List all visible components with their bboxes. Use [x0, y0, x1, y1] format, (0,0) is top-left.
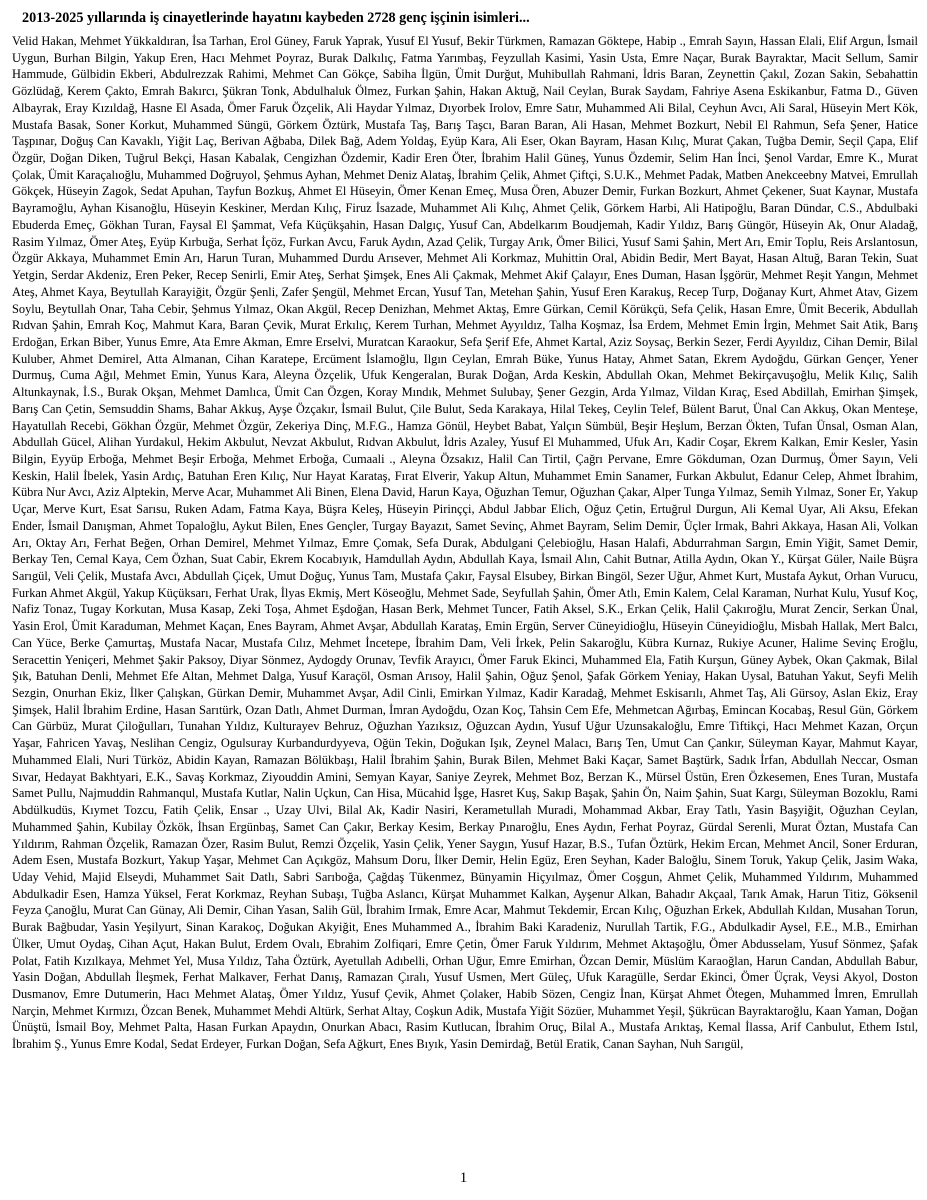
names-paragraph: Velid Hakan, Mehmet Yükkaldıran, İsa Tarhan, Erol Güney, Faruk Yaprak, Yusuf El Yusuf, Bekir Türkmen, Ramazan Göktepe, Habip ., Emrah Sayın, Hassan Elali, Elif Argun, İsmail Uygun, Burhan Bilgin, Yakup Eren, Hacı Mehmet Poyraz, Burak Dalkılıç, Fatma Yarımbaş, Feyzullah Kasimi, Yasin Usta, Emre Naçar, Burak Bayraktar, Macit Sellum, Samir Hammude, Gülbidin Ekberi, Abdulrezzak Rahimi, Mehmet Can Gökçe, Sabiha İlgün, Ümit Durğut, Muhibullah Rahmani, İdris Baran, Zeynettin Çakıl, Zozan Sakin, Sebahattin Gözlüdağ, Kerem Çakto, Emrah Bakırcı, Şükran Tonk, Abdulhaluk Ölmez, Furkan Şahin, Hakan Aktuğ, Nail Ceylan, Burak Saydam, Fahriye Asena Eskikanbur, Fatma D., Güven Albayrak, Eray Kızıldağ, Hasne El Asada, Ömer Faruk Özçelik, Ali Haydar Yılmaz, Dıyorbek Irolov, Emre Satır, Muhammed Ali Bilal, Ceyhun Avcı, Ali Saral, Hüseyin Mert Kök, Mustafa Basak, Soner Korkut, Muhammed Süngü, Görkem Öztürk, Mustafa Taş, Barış Taşcı, Baran Baran, Ali Hasan, Mehmet Bozkurt, Nebil El Rahmun, Sefa Şener, Hatice Taşpınar, Doğuş Can Kavaklı, Yiğit Laç, Berivan Ağbaba, Dilek Bağ, Adem Yoldaş, Eyüp Kara, Ali Eser, Okan Bayram, Hasan Kılıç, Murat Çakan, Tuğba Demir, Seçil Çapa, Elif Özgür, Doğan Diken, Tuğrul Bekçi, Hasan Kabalak, Cengizhan Özdemir, Kadir Eren Öter, İbrahim Halil Güneş, Yunus Özdemir, Selim Han İnci, Şenol Vardar, Emre K., Murat Çolak, Ümit Karaçalıoğlu, Muhammed Doğruyol, Şehmus Ayhan, Mehmet Deniz Alataş, İbrahim Çelik, Ahmet Çiftçi, S.U.K., Mehmet Padak, Matben Anekceebny Matvei, Emrullah Gökçek, Hüseyin Zagok, Sedat Apuhan, Tayfun Bozkuş, Ahmet El Hüseyin, Ömer Kenan Emeç, Musa Ören, Abuzer Demir, Furkan Bozkurt, Ahmet Çekener, Suat Kaynar, Mustafa Bayramoğlu, Ayhan Kisanoğlu, Hüseyin Keskiner, Merdan Kılıç, Firuz İsazade, Muhammet Ali Kılıç, Ahmet Çelik, Görkem Harbi, Ali Hatipoğlu, Baran Dündar, C.S., Abdulbaki Ebuderda Emeç, Gökhan Turan, Faysal El Şammat, Vefa Küçükşahin, Hasan Dalgıç, Yusuf Can, Abdelkarım Boudjemah, Kadir Yıldız, Barış Güngör, Hüseyin Ak, Onur Aladağ, Rasim Yılmaz, Ömer Ateş, Eyüp Kırbuğa, Serhat İçöz, Furkan Avcu, Faruk Aydın, Azad Çelik, Turgay Arık, Ömer Bilici, Yusuf Sami Şahin, Mert Arı, Emir Toplu, Reis Arslantosun, Özgür Akkaya, Muhammet Emin Arı, Harun Turan, Muhammed Durdu Arısever, Mehmet Ali Korkmaz, Muhittin Oral, Abidin Bedir, Mert Bayat, Hasan Altuğ, Baran Tekin, Suat Yetgin, Serdar Akdeniz, Eren Peker, Recep Senirli, Emir Ateş, Serhat Şimşek, Enes Ali Çakmak, Mehmet Akif Çalayır, Enes Duman, Hasan İşgörür, Mehmet Reşit Yangın, Mehmet Ateş, Ahmet Kaya, Beytullah Karayiğit, Özgür Şenli, Zafer Şengül, Mehmet Ercan, Yusuf Tan, Metehan Şahin, Yusuf Eren Karakuş, Recep Turp, Doğanay Kurt, Ahmet Atav, Gizem Soylu, Beytullah Onar, Taha Cebir, Şehmus Yılmaz, Okan Akgül, Recep Denizhan, Mehmet Aktaş, Emre Gürkan, Cemil Körükçü, Sefa Çelik, Hasan Emre, Ümit Becerik, Abdullah Rıdvan Şahin, Emrah Koç, Mahmut Kara, Baran Çevik, Murat Erkılıç, Kerem Turhan, Mehmet Ayyıldız, Talha Koşmaz, İsa Erdem, Mehmet Emin İrgin, Mehmet Sait Atik, Barış Erdoğan, Erkan Biber, Yunus Emre, Ata Emre Akman, Emre Erselvi, Muratcan Karaokur, Sefa Şerif Efe, Ahmet Kartal, Aziz Soysaç, Berkin Sezer, Ferdi Ayyıldız, Cihan Demir, Bilal Kuluber, Ahmet Demirel, Atta Almanan, Cihan Karatepe, Ercüment İslamoğlu, Ilgın Ceylan, Emrah Büke, Yunus Hatay, Ahmet Satan, Ekrem Aydoğdu, Gürkan Gençer, Yener Durmuş, Cuma Ağıl, Mehmet Emin, Yunus Kara, Aleyna Özçelik, Ufuk Kengeralan, Burak Doğan, Arda Keskin, Abdullah Okan, Mehmet Bekirçavuşoğlu, Melik Kılıç, Salih Altunkaynak, İ.S., Burak Okşan, Mehmet Damlıca, Ümit Can Özgen, Koray Mındık, Mehmet Sulubay, Şener Gezgin, Arda Yılmaz, Vildan Kıraç, Esed Abdillah, Emirhan Şimşek, Barış Can Çetin, Semsuddin Shams, Bahar Akkuş, Ayşe Özçakır, İsmail Bulut, Çile Bulut, Seda Karakaya, Hilal Tekeş, Ceylin Telef, Bülent Barut, Ünal Can Akkuş, Okan Menteşe, Hayatullah Recebi, Gökhan Özgür, Mehmet Özgür, Zekeriya Dinç, M.F.G., Hamza Gönül, Heybet Babat, Yalçın Sümbül, Beşir Heşlum, Berzan Ökten, Tufan Ünsal, Osman Alan, Abdullah Gücel, Alihan Yurdakul, Hekim Akbulut, Nevzat Akbulut, Rıdvan Akbulut, İdris Azaley, Yusuf El Muhammed, Ufuk Arı, Kadir Coşar, Ekrem Kalkan, Emir Kesler, Yasin Bilgin, Eyyüp Erboğa, Mehmet Beşir Erboğa, Mehmet Erboğa, Cumaali ., Aleyna Özsakız, Halil Can Tirtil, Çağrı Pervane, Emre Gökduman, Ozan Durmuş, Ömer Sayın, Veli Keskin, Halil İbelek, Yasin Ardıç, Batuhan Eren Kılıç, Nur Hayat Karataş, Fırat Elverir, Yakup Altun, Muhammet Emin Sanamer, Furkan Akbulut, Edanur Celep, Ahmet İbrahim, Kübra Nur Avcı, Aziz Alptekin, Merve Acar, Muhammet Ali Binen, Elena David, Harun Kaya, Oğuzhan Temur, Oğuzhan Çakar, Alper Tunga Yılmaz, Semih Yılmaz, Soner Er, Yakup Uçar, Merve Kurt, Esat Sarısu, Ruken Adam, Fatma Kaya, Büşra Keleş, Hüseyin Pirinççi, Abdul Jabbar Elich, Oğuz Çetin, Ertuğrul Durgun, Ali Kemal Uyar, Ali Aksu, Efekan Ender, İsmail Danışman, Ahmet Topaloğlu, Aykut Bilen, Enes Gençler, Turgay Bayazıt, Samet Sevinç, Ahmet Bayram, Selim Demir, Üçler Irmak, Bahri Akkaya, Hasan Ali, Volkan Arı, Oktay Arı, Ferhat Beğen, Orhan Demirel, Mehmet Yılmaz, Emre Çomak, Sefa Durak, Abdulgani Çelebioğlu, Hasan Halafi, Abdurrahman Sargın, Emin Yiğit, Samet Demir, Berkay Ten, Cemal Kaya, Cem Özhan, Suat Cabir, Ekrem Kocabıyık, Hamdullah Aydın, Abdullah Kaya, İsmail Alın, Cahit Butnar, Atilla Aydın, Okan Y., Kürşat Güler, Naile Büşra Sarıgül, Veli Çelik, Mustafa Avcı, Abdullah Çiçek, Umut Doğuç, Yunus Tam, Mustafa Çakır, Faysal Elsubey, Birkan Bingöl, Sezer Uğur, Ahmet Kurt, Mustafa Aykut, Orhan Vurucu, Furkan Ahmet Akgül, Yakup Küçüksarı, Ferhat Urak, İlyas Ekmiş, Mert Köseoğlu, Mehmet Sade, Seyfullah Şahin, Ömer Atlı, Emin Kalem, Celal Karaman, Nurhat Kulu, Yusuf Koç, Nafiz Tonaz, Tugay Korkutan, Musa Kasap, Zeki Toşa, Ahmet Eşdoğan, Hasan Berk, Mehmet Tuncer, Fatih Aksel, S.K., Erkan Çelik, Halil Çakıroğlu, Murat Zencir, Serkan Ünal, Yasin Erol, Ümit Karaduman, Mehmet Kaçan, Enes Bayram, Ahmet Avşar, Abdullah Karataş, Emin Ergün, Server Cüneyidioğlu, Hüseyin Cüneyidioğlu, Misbah Hallak, Mert Balcı, Can Yüce, Berke Çamurtaş, Mustafa Nacar, Mustafa Cılız, Mehmet İncetepe, İbrahim Dam, Veli İrkek, Pelin Sakaroğlu, Kübra Kurnaz, Rukiye Acuner, Halime Sevinç Eroğlu, Seracettin Yeniçeri, Mehmet Şakir Paksoy, Diyar Sönmez, Aydogdy Orunav, Tevfik Arayıcı, Ömer Faruk Ekinci, Muhammed Ela, Fatih Kurşun, Güney Aybek, Okan Çakmak, Bilal Şık, Batuhan Denli, Mehmet Efe Altan, Mehmet Dalga, Yusuf Karaçöl, Osman Arısoy, Halil Şahin, Oğuz Şenol, Şafak Görkem Yeniay, Hakan Uysal, Batuhan Yakut, Seyfi Melih Sezgin, Onurhan Ekiz, İlker Çalışkan, Gürkan Demir, Muhammet Avşar, Adil Cinli, Emirkan Yılmaz, Kadir Karadağ, Mehmet Eskisarılı, Ahmet Taş, Ali Gürsoy, Aslan Ekiz, Eray Şimşek, Halil İbrahim Erdine, Hasan Sarıtürk, Ozan Datlı, Ahmet Durman, İmran Aydoğdu, Ozan Koç, Tahsin Cem Efe, Mehmetcan Ağırbaş, Emincan Kocabaş, Resul Gün, Görkem Can Gürbüz, Murat Çiloğulları, Tunahan Yıldız, Kulturayev Behruz, Oğuzhan Yazıksız, Oğuzcan Aydın, Yusuf Uğur Uzunsakaloğlu, Emre Tiftikçi, Hacı Mehmet Kazan, Orçun Yaşar, Fahricen Yavaş, Neslihan Cengiz, Ogulsuray Kurbandurdyyeva, Oğün Tekin, Doğukan Işık, Zeynel Malacı, Barış Ten, Umut Can Çankır, Süleyman Kayar, Mahmut Kayar, Muhammed Elali, Nuri Türköz, Abidin Kayan, Ramazan Bölükbaşı, Halil İbrahim Şahin, Burak Bilen, Mehmet Baki Kaçar, Samet Baştürk, Sadık İrfan, Abdullah Neccar, Osman Sıvar, Hedayat Bakhtyari, E.K., Savaş Korkmaz, Ziyouddin Amini, Semyan Kayar, Saniye Zeyrek, Mehmet Boz, Berzan K., Mürsel Üstün, Eren Özkesemen, Enes Turan, Mustafa Samet Pullu, Najmuddin Rahmanqul, Mustafa Kutlar, Nalin Uçkun, Can Hisa, Mücahid İşge, Hasret Kuş, Sakıp Başak, Şahin Ön, Naim Şahin, Suat Kargı, Süleyman Bozoklu, Rami Abdülkudüs, Kıymet Tozcu, Fatih Çelik, Ensar ., Uzay Ulvi, Bilal Ak, Kadir Nasiri, Kerametullah Muradi, Mohammad Akbar, Eray Tatlı, Yasin Başyiğit, Oğuzhan Ceylan, Muhammed Şahin, Kubilay Özkök, İhsan Ergünbaş, Samet Can Çakır, Berkay Kesim, Berkay Pınaroğlu, Enes Aydın, Ferhat Poyraz, Gürdal Serenli, Murat Öztan, Mustafa Can Yıldırım, Rahman Özçelik, Ramazan Özer, Rasim Bulut, Remzi Özçelik, Yasin Çelik, Yener Saygın, Yusuf Hazar, B.S., Tufan Öztürk, Hekim Ercan, Mehmet Ancil, Soner Erduran, Adem Esen, Mustafa Bozkurt, Yakup Yaşar, Mehmet Can Açıkgöz, Mahsum Doru, İlker Demir, Helin Egüz, Eren Seyhan, Kader Baloğlu, Sinem Toruk, Yakup Çelik, Jasim Waka, Uday Vehid, Majid Elseydi, Muhammet Sait Datlı, Sabri Sarıboğa, Çağdaş Tükenmez, Bünyamin Hiçyılmaz, Ömer Coşgun, Ahmet Çelik, Muhammed Yıldırım, Muhammed Abdulkadir Esen, Hamza Yüksel, Ferat Korkmaz, Reyhan Subaşı, Tuğba Aslancı, Kürşat Muhammet Kalkan, Ayşenur Alkan, Bahadır Akçaal, Tarık Amak, Harun Titiz, Göksenil Feyza Çanoğlu, Murat Can Günay, Ali Demir, Cihan Yasan, Salih Gül, İbrahim Irmak, Emre Acar, Mahmut Tekdemir, Ercan Kılıç, Oğuzhan Erkek, Abdullah Kıldan, Musahan Torun, Burak Bağbudar, Yasin Yeşilyurt, Sinan Karakoç, Doğukan Akyiğit, Enes Muhammed A., İbrahim Baki Karadeniz, Nurullah Tartik, F.G., Abdulkadir Aysel, F.E., M.B., Emirhan Ülker, Umut Oydaş, Cihan Açut, Hakan Bulut, Erdem Ovalı, Ebrahim Zolfiqari, Emre Çetin, Ömer Faruk Yıldırım, Mehmet Aktaşoğlu, Ömer Abdusselam, Yusuf Sönmez, Şafak Polat, Fatih Kızılkaya, Mehmet Yel, Musa Yıldız, Taha Öztürk, Ayetullah Adıbelli, Orhan Uğur, Emre Emirhan, Özcan Demir, Müslüm Karaoğlan, Harun Candan, Abdullah Babur, Yasin Doğan, Abdullah İleşmek, Ferhat Malkaver, Ferhat Danış, Ramazan Çıralı, Yusuf Usmen, Mert Güleç, Ufuk Karagülle, Serdar Ekinci, Ömer Üçrak, Veysi Akyol, Doston Dusmanov, Emre Dutumerin, Hacı Mehmet Alataş, Ömer Yıldız, Yusuf Çevik, Ahmet Çolaker, Habib Sözen, Cengiz İnan, Kürşat Ahmet Ötegen, Muhammed İmren, Emrullah Narçin, Mehmet Kırmızı, Özcan Benek, Muhammet Mehdi Altürk, Serhat Altay, Coşkun Adik, Mustafa Yiğit Sözüer, Muhammet Yeşil, Şükrücan Bayraktaroğlu, Kaan Yaman, Doğan Ünüştü, İsmail Boy, Mehmet Palta, Hasan Furkan Apaydın, Onurkan Abacı, Rasim Kutlucan, İbrahim Oruç, Bilal A., Mustafa Arıktaş, Kemal İlassa, Arif Canbulut, Ethem Istıl, İbrahim Ş., Yunus Emre Kodal, Sedat Erdeyer, Furkan Doğan, Sefa Ağkurt, Enes Bıyık, Yasin Demirdağ, Betül Eratik, Canan Sayhan, Nuh Sarıgül, [12, 34, 918, 1052]
page-number: 1 [459, 1170, 468, 1186]
page-title: 2013-2025 yıllarında iş cinayetlerinde hayatını kaybeden 2728 genç işçinin isimleri... [22, 10, 530, 26]
